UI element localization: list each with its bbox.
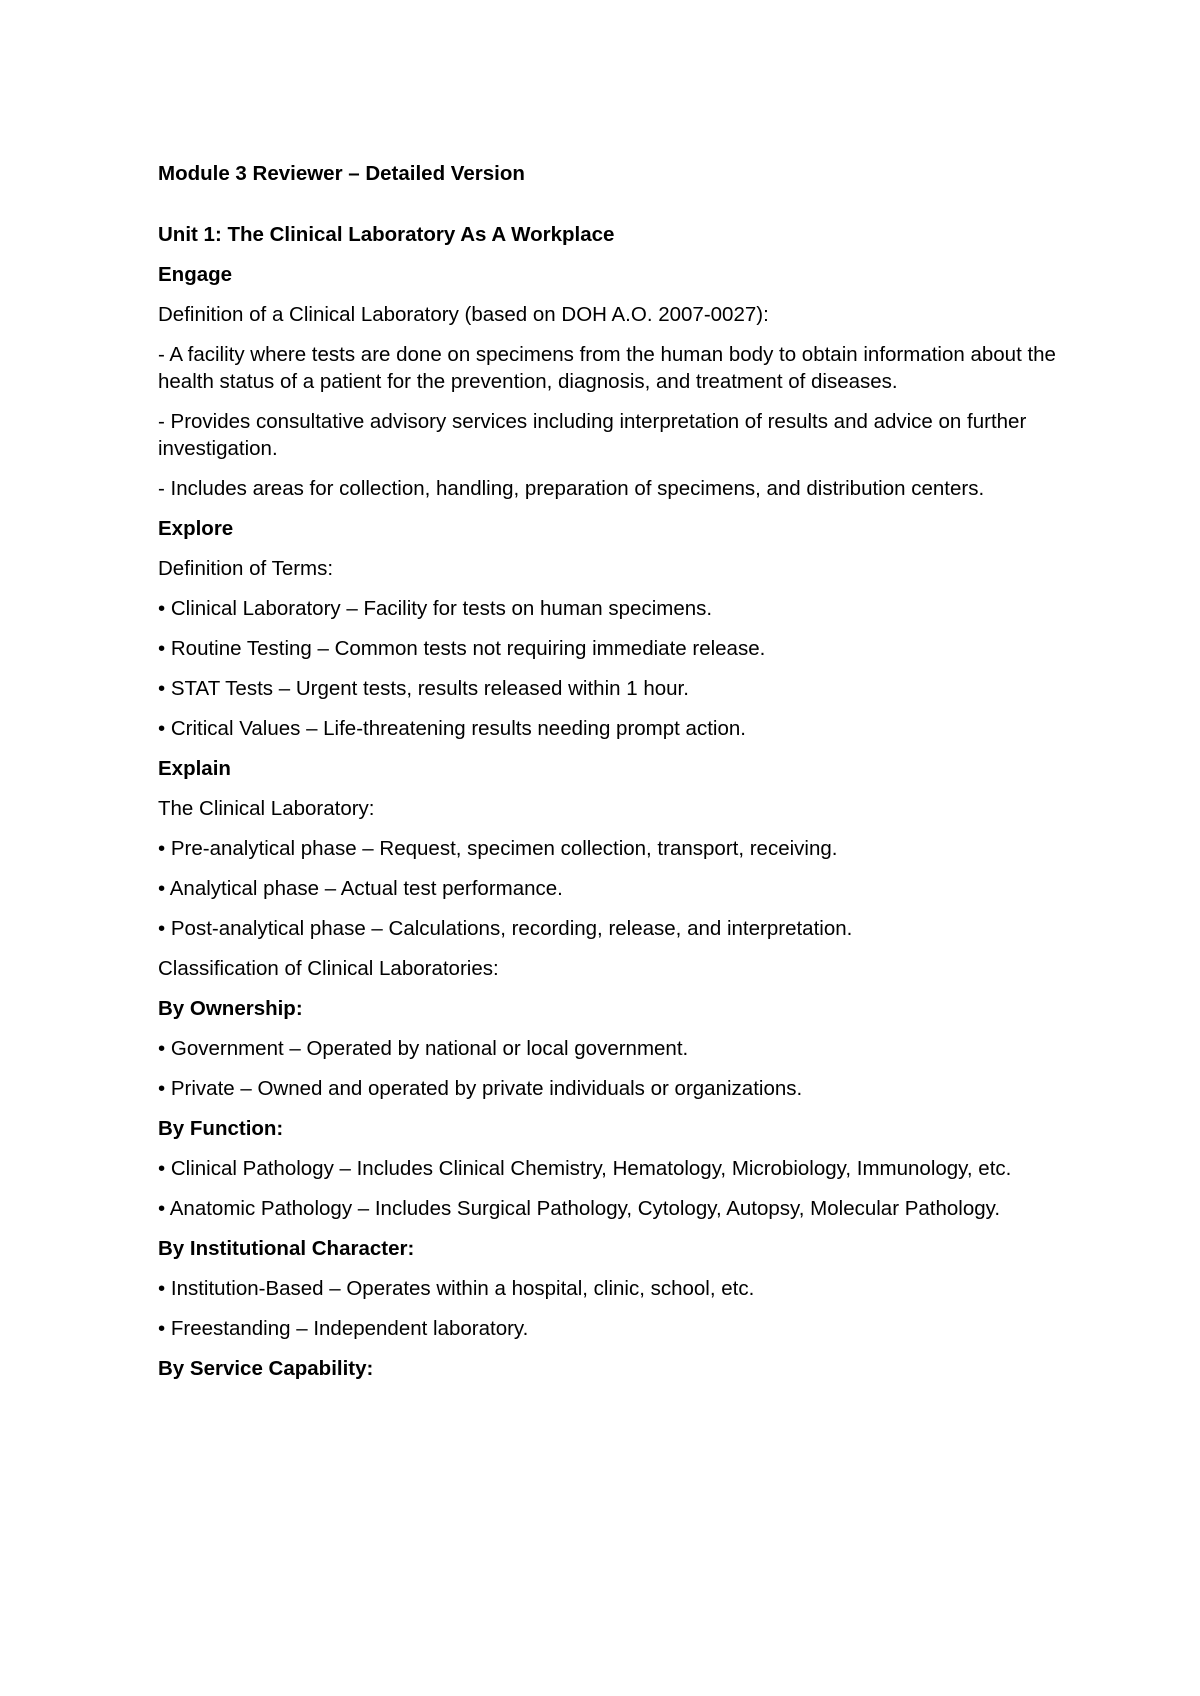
subheading-function: By Function: bbox=[158, 1117, 284, 1140]
function-item: • Clinical Pathology – Includes Clinical Chemistry, Hematology, Microbiology, Immunology, etc. bbox=[158, 1157, 1012, 1180]
classification-intro: Classification of Clinical Laboratories: bbox=[158, 957, 499, 980]
institutional-item: • Institution-Based – Operates within a hospital, clinic, school, etc. bbox=[158, 1277, 755, 1300]
explain-phase-item: • Analytical phase – Actual test performance. bbox=[158, 877, 563, 900]
explain-phase-item: • Pre-analytical phase – Request, specimen collection, transport, receiving. bbox=[158, 837, 838, 860]
engage-item: - A facility where tests are done on specimens from the human body to obtain information about the health status of a patient for the prevention, diagnosis, and treatment of diseases. bbox=[158, 343, 1056, 393]
explore-term-item: • Critical Values – Life-threatening results needing prompt action. bbox=[158, 717, 746, 740]
section-heading-explore: Explore bbox=[158, 517, 234, 540]
document-title: Module 3 Reviewer – Detailed Version bbox=[158, 162, 525, 185]
function-item: • Anatomic Pathology – Includes Surgical Pathology, Cytology, Autopsy, Molecular Pathology. bbox=[158, 1197, 1001, 1220]
section-heading-engage: Engage bbox=[158, 263, 233, 286]
subheading-ownership: By Ownership: bbox=[158, 997, 303, 1020]
explore-term-item: • STAT Tests – Urgent tests, results released within 1 hour. bbox=[158, 677, 689, 700]
explore-term-item: • Clinical Laboratory – Facility for tests on human specimens. bbox=[158, 597, 713, 620]
explore-term-item: • Routine Testing – Common tests not requiring immediate release. bbox=[158, 637, 766, 660]
institutional-item: • Freestanding – Independent laboratory. bbox=[158, 1317, 529, 1340]
ownership-item: • Private – Owned and operated by private individuals or organizations. bbox=[158, 1077, 803, 1100]
explain-phase-item: • Post-analytical phase – Calculations, recording, release, and interpretation. bbox=[158, 917, 853, 940]
engage-item: - Includes areas for collection, handling, preparation of specimens, and distribution centers. bbox=[158, 477, 985, 500]
subheading-service-capability: By Service Capability: bbox=[158, 1357, 374, 1380]
unit-heading: Unit 1: The Clinical Laboratory As A Workplace bbox=[158, 223, 615, 246]
subheading-institutional: By Institutional Character: bbox=[158, 1237, 415, 1260]
document-content bbox=[158, 160, 1058, 1395]
section-heading-explain: Explain bbox=[158, 757, 231, 780]
ownership-item: • Government – Operated by national or local government. bbox=[158, 1037, 689, 1060]
engage-item: - Provides consultative advisory services including interpretation of results and advice on further investigation. bbox=[158, 410, 1027, 460]
explain-intro: The Clinical Laboratory: bbox=[158, 797, 375, 820]
explore-intro: Definition of Terms: bbox=[158, 557, 334, 580]
engage-intro: Definition of a Clinical Laboratory (based on DOH A.O. 2007-0027): bbox=[158, 303, 769, 326]
